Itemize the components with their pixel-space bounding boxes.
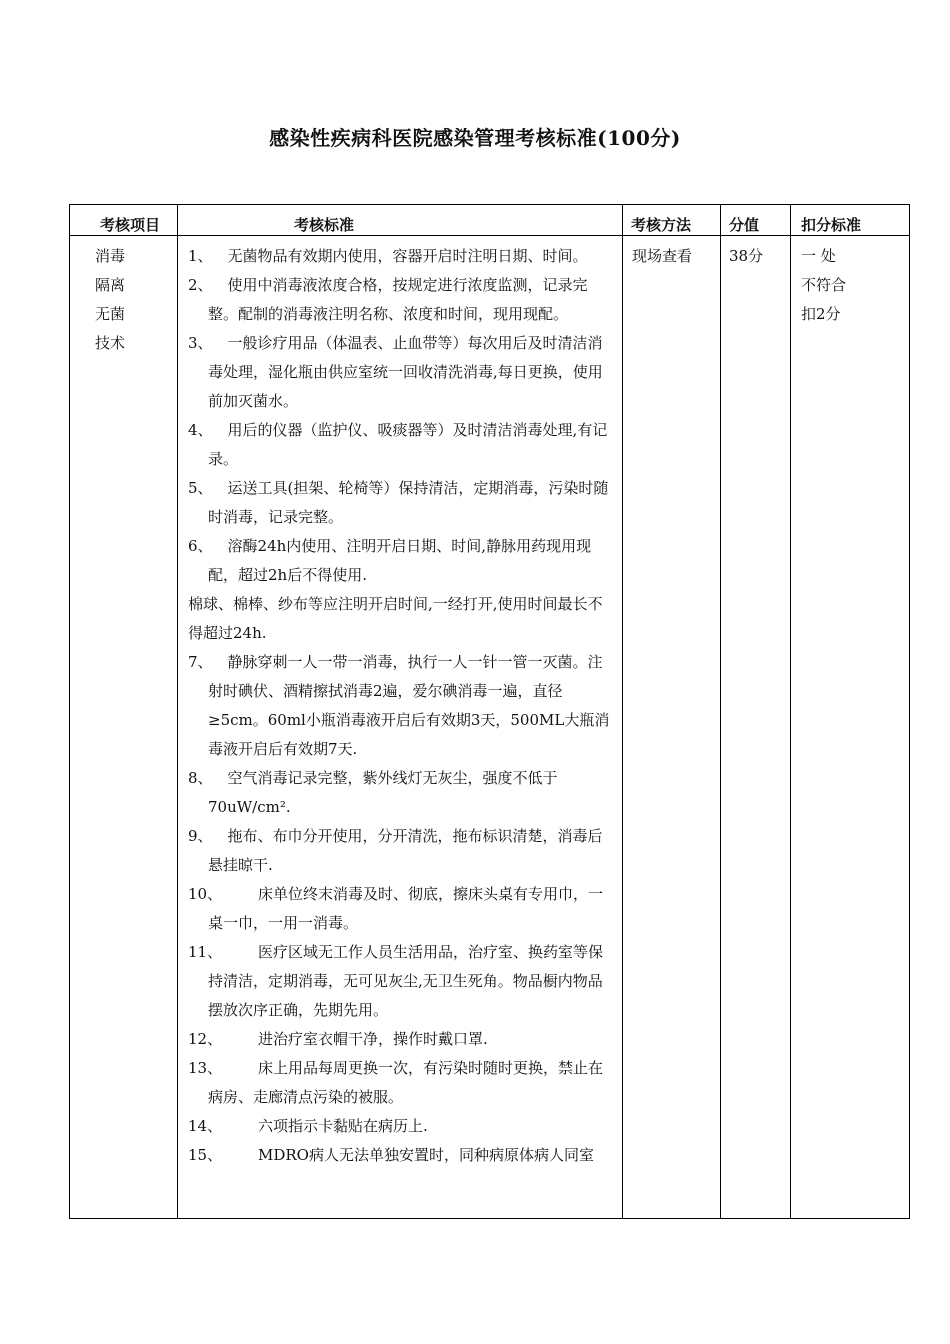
standard-text: 棉球、棉棒、纱布等应注明开启时间,一经打开,使用时间最长不得超过24h. bbox=[188, 595, 603, 642]
standard-cell bbox=[178, 236, 623, 1219]
standard-text: 拖布、布巾分开使用，分开清洗，拖布标识清楚，消毒后悬挂晾干. bbox=[208, 827, 603, 874]
header-score: 分值 bbox=[721, 205, 791, 236]
standard-number: 15、 bbox=[188, 1146, 223, 1164]
standard-number: 14、 bbox=[188, 1117, 223, 1135]
standard-number: 4、 bbox=[188, 421, 213, 439]
item-cell bbox=[70, 236, 178, 1219]
standard-text: 静脉穿刺一人一带一消毒，执行一人一针一管一灭菌。注射时碘伏、酒精擦拭消毒2遍，爱尔碘消毒一遍，直径≥5cm。60ml小瓶消毒液开启后有效期3天，500ML大瓶消毒液开启后有效期7天. bbox=[208, 653, 610, 758]
standard-item bbox=[188, 416, 616, 474]
spacer bbox=[213, 334, 228, 352]
standard-item bbox=[188, 590, 616, 648]
standard-text: 六项指示卡黏贴在病历上. bbox=[258, 1117, 428, 1135]
page-title: 感染性疾病科医院感染管理考核标准(100分) bbox=[269, 126, 681, 150]
standard-text: 一般诊疗用品（体温表、止血带等）每次用后及时清洁消毒处理，湿化瓶由供应室统一回收清洗消毒,每日更换，使用前加灭菌水。 bbox=[208, 334, 603, 410]
standard-number: 1、 bbox=[188, 247, 213, 265]
assessment-table bbox=[69, 204, 910, 1219]
header-method: 考核方法 bbox=[623, 205, 721, 236]
standard-item bbox=[188, 1025, 616, 1054]
standard-item bbox=[188, 242, 616, 271]
standard-item bbox=[188, 880, 616, 938]
method-cell: 现场查看 bbox=[623, 236, 721, 1219]
standard-number: 10、 bbox=[188, 885, 223, 903]
standard-item bbox=[188, 1054, 616, 1112]
item-line: 消毒 bbox=[95, 247, 126, 265]
standard-number: 12、 bbox=[188, 1030, 223, 1048]
standard-text: 床单位终末消毒及时、彻底，擦床头桌有专用巾，一桌一巾，一用一消毒。 bbox=[208, 885, 604, 932]
spacer bbox=[213, 479, 228, 497]
item-line: 隔离 bbox=[95, 276, 126, 294]
standard-item bbox=[188, 329, 616, 416]
standard-item bbox=[188, 938, 616, 1025]
standard-text: 无菌物品有效期内使用，容器开启时注明日期、时间。 bbox=[227, 247, 588, 265]
standard-text: 医疗区域无工作人员生活用品，治疗室、换药室等保持清洁，定期消毒，无可见灰尘,无卫生死角。物品橱内物品摆放次序正确，先期先用。 bbox=[208, 943, 604, 1019]
spacer bbox=[213, 827, 228, 845]
spacer bbox=[213, 247, 228, 265]
deduction-line: 一 处 bbox=[801, 247, 836, 265]
item-line: 无菌 bbox=[95, 305, 126, 323]
standard-item bbox=[188, 474, 616, 532]
header-row bbox=[70, 205, 910, 236]
standard-number: 2、 bbox=[188, 276, 213, 294]
score-cell: 38分 bbox=[721, 236, 791, 1219]
standard-number: 7、 bbox=[188, 653, 213, 671]
standard-number: 3、 bbox=[188, 334, 213, 352]
standard-number: 8、 bbox=[188, 769, 213, 787]
standard-text: 使用中消毒液浓度合格，按规定进行浓度监测，记录完整。配制的消毒液注明名称、浓度和时间，现用现配。 bbox=[208, 276, 588, 323]
standard-text: 空气消毒记录完整，紫外线灯无灰尘，强度不低于70uW/cm². bbox=[208, 769, 558, 816]
spacer bbox=[213, 537, 228, 555]
standard-text: 进治疗室衣帽干净，操作时戴口罩. bbox=[258, 1030, 488, 1048]
standard-text: MDRO病人无法单独安置时，同种病原体病人同室 bbox=[258, 1146, 594, 1164]
standard-text: 用后的仪器（监护仪、吸痰器等）及时清洁消毒处理,有记录。 bbox=[208, 421, 608, 468]
standard-item bbox=[188, 1112, 616, 1141]
standard-item bbox=[188, 648, 616, 764]
item-line: 技术 bbox=[95, 334, 126, 352]
deduction-cell bbox=[791, 236, 910, 1219]
spacer bbox=[213, 421, 228, 439]
standard-number: 11、 bbox=[188, 943, 223, 961]
standard-item bbox=[188, 764, 616, 822]
header-standard: 考核标准 bbox=[178, 205, 623, 236]
standard-number: 13、 bbox=[188, 1059, 223, 1077]
spacer bbox=[213, 276, 228, 294]
table-row bbox=[70, 236, 910, 1219]
standard-item bbox=[188, 1141, 616, 1170]
standard-number: 5、 bbox=[188, 479, 213, 497]
standard-item bbox=[188, 822, 616, 880]
spacer bbox=[213, 653, 228, 671]
header-deduction: 扣分标准 bbox=[791, 205, 910, 236]
standard-list bbox=[188, 242, 616, 1212]
standard-number: 9、 bbox=[188, 827, 213, 845]
deduction-line: 不符合 bbox=[801, 276, 847, 294]
standard-number: 6、 bbox=[188, 537, 213, 555]
standard-item bbox=[188, 271, 616, 329]
spacer bbox=[213, 769, 228, 787]
standard-item bbox=[188, 532, 616, 590]
deduction-line: 扣2分 bbox=[801, 305, 841, 323]
standard-text: 溶酶24h内使用、注明开启日期、时间,静脉用药现用现配，超过2h后不得使用. bbox=[208, 537, 592, 584]
header-item: 考核项目 bbox=[70, 205, 178, 236]
standard-text: 运送工具(担架、轮椅等）保持清洁，定期消毒，污染时随时消毒，记录完整。 bbox=[208, 479, 609, 526]
standard-text: 床上用品每周更换一次，有污染时随时更换，禁止在病房、走廊清点污染的被服。 bbox=[208, 1059, 604, 1106]
